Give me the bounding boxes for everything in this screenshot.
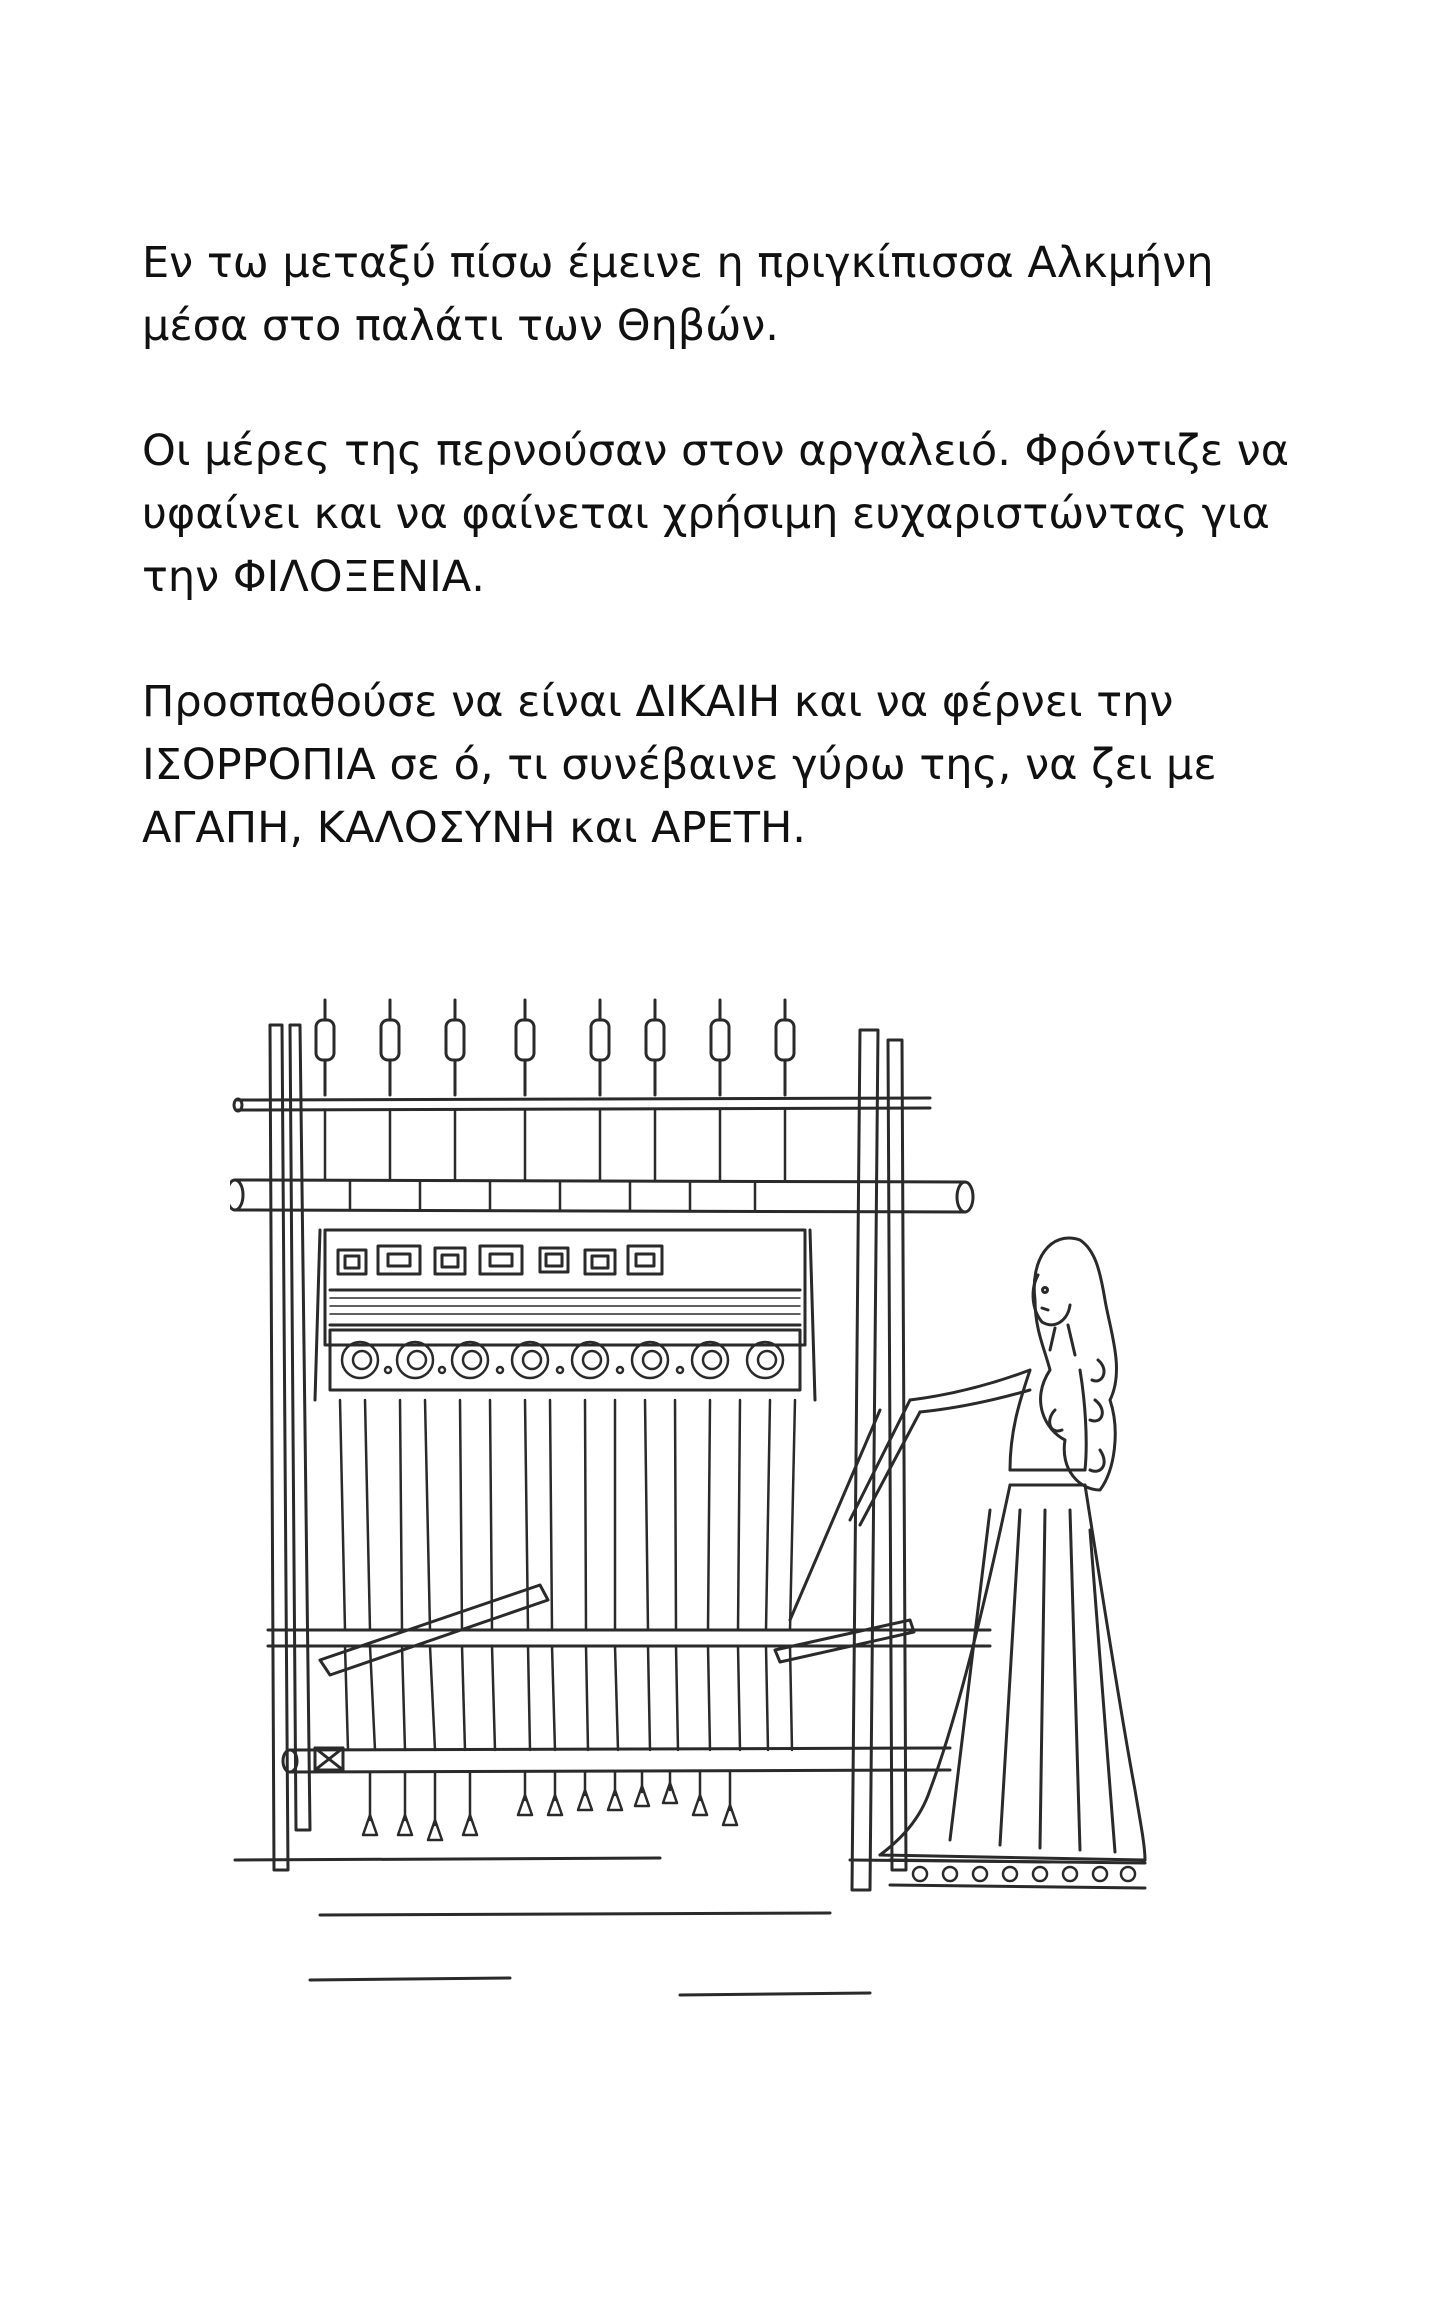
text-line: ΙΣΟΡΡΟΠΙΑ σε ό, τι συνέβαινε γύρω της, να ζει με [142, 740, 1217, 790]
text-line: ΑΓΑΠΗ, ΚΑΛΟΣΥΝΗ και ΑΡΕΤΗ. [142, 803, 806, 853]
loom-weights [363, 1772, 737, 1840]
loom-drawing [230, 930, 1250, 2060]
paragraph-3 [142, 671, 1322, 860]
floor-lines [235, 1858, 1050, 1995]
woven-panel [315, 1230, 815, 1400]
spools [316, 1000, 794, 1095]
upper-warp [325, 1110, 785, 1210]
paragraph-2 [142, 420, 1322, 609]
story-text [142, 232, 1322, 922]
alkmene-figure [790, 1238, 1145, 1888]
loom-illustration [230, 930, 1250, 2060]
text-line: υφαίνει και να φαίνεται χρήσιμη ευχαριστώντας για [142, 489, 1270, 539]
text-line: Οι μέρες της περνούσαν στον αργαλειό. Φρόντιζε να [142, 426, 1290, 476]
text-line: μέσα στο παλάτι των Θηβών. [142, 301, 779, 351]
paragraph-1 [142, 232, 1322, 358]
text-line: Εν τω μεταξύ πίσω έμεινε η πριγκίπισσα Αλκμήνη [142, 238, 1214, 288]
text-line: Προσπαθούσε να είναι ΔΙΚΑΙΗ και να φέρνει την [142, 677, 1174, 727]
text-line: την ΦΙΛΟΞΕΝΙΑ. [142, 552, 485, 602]
lower-warp [340, 1400, 795, 1750]
